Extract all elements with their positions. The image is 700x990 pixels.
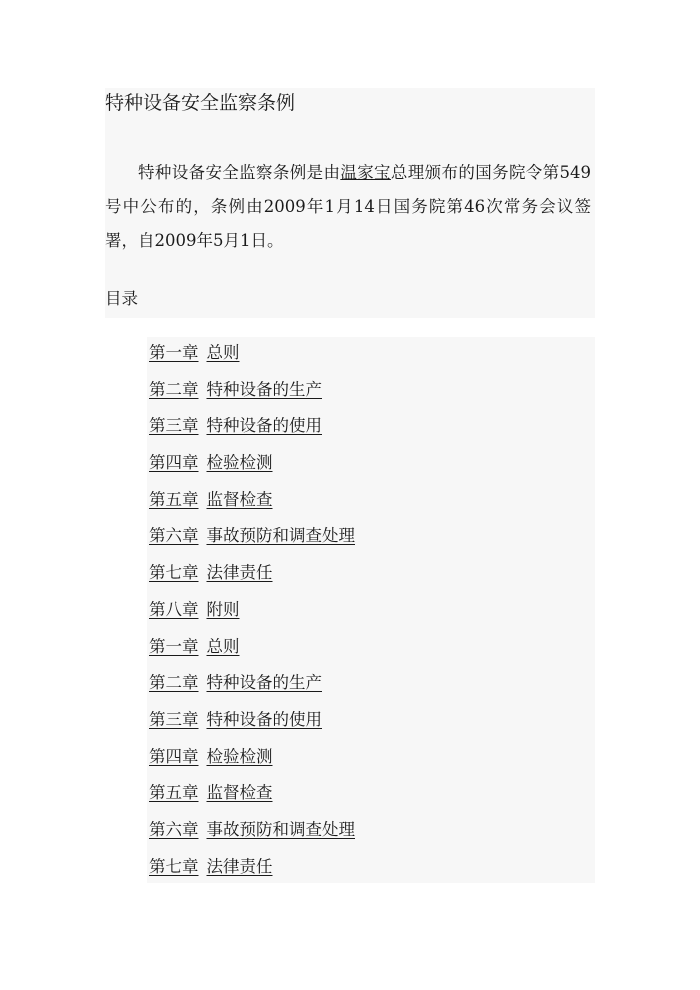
toc-link[interactable] — [149, 747, 273, 766]
chapter-number: 第三章 — [149, 709, 199, 729]
chapter-title: 检验检测 — [206, 746, 273, 766]
toc-link[interactable] — [149, 563, 273, 582]
toc-link[interactable] — [149, 380, 322, 399]
chapter-title: 附则 — [206, 599, 240, 619]
chapter-title: 特种设备的生产 — [206, 379, 322, 399]
toc-link[interactable] — [149, 343, 240, 362]
toc-item — [149, 377, 355, 414]
toc-link[interactable] — [149, 820, 355, 839]
person-link[interactable]: 温家宝 — [340, 163, 391, 182]
chapter-number: 第五章 — [149, 489, 199, 509]
intro-text-before: 特种设备安全监察条例是由 — [138, 163, 341, 182]
chapter-title: 事故预防和调查处理 — [206, 526, 355, 546]
toc-link[interactable] — [149, 416, 322, 435]
chapter-number: 第八章 — [149, 599, 199, 619]
chapter-number: 第七章 — [149, 563, 199, 583]
toc-link[interactable] — [149, 600, 240, 619]
chapter-title: 总则 — [206, 636, 240, 656]
table-of-contents — [149, 340, 355, 890]
chapter-number: 第四章 — [149, 453, 199, 473]
chapter-number: 第一章 — [149, 343, 199, 362]
intro-paragraph — [105, 156, 591, 258]
toc-link[interactable] — [149, 453, 273, 472]
toc-item — [149, 340, 355, 377]
toc-link[interactable] — [149, 857, 273, 876]
chapter-title: 检验检测 — [206, 453, 273, 473]
toc-link[interactable] — [149, 526, 355, 545]
toc-item — [149, 670, 355, 707]
toc-item — [149, 817, 355, 854]
toc-item — [149, 523, 355, 560]
toc-link[interactable] — [149, 783, 273, 802]
chapter-title: 特种设备的使用 — [206, 709, 322, 729]
toc-link[interactable] — [149, 710, 322, 729]
chapter-number: 第六章 — [149, 526, 199, 546]
chapter-title: 法律责任 — [206, 856, 273, 876]
toc-item — [149, 744, 355, 781]
chapter-number: 第一章 — [149, 636, 199, 656]
chapter-title: 监督检查 — [206, 489, 273, 509]
toc-item — [149, 413, 355, 450]
intro-text-after: 总理颁布的国务院令第549号中公布的，条例由2009年1月14日国务院第46次常务会议签署，自2009年5月1日。 — [105, 163, 592, 250]
chapter-title: 监督检查 — [206, 783, 273, 803]
chapter-title: 总则 — [206, 343, 240, 362]
toc-heading: 目录 — [105, 289, 138, 308]
toc-item — [149, 487, 355, 524]
toc-item — [149, 634, 355, 671]
chapter-number: 第二章 — [149, 673, 199, 693]
chapter-number: 第五章 — [149, 783, 199, 803]
toc-item — [149, 560, 355, 597]
chapter-title: 特种设备的使用 — [206, 416, 322, 436]
toc-item — [149, 450, 355, 487]
chapter-title: 法律责任 — [206, 563, 273, 583]
chapter-number: 第三章 — [149, 416, 199, 436]
chapter-number: 第七章 — [149, 856, 199, 876]
toc-link[interactable] — [149, 637, 240, 656]
chapter-title: 特种设备的生产 — [206, 673, 322, 693]
toc-item — [149, 597, 355, 634]
document-title: 特种设备安全监察条例 — [105, 92, 296, 114]
toc-item — [149, 707, 355, 744]
chapter-title: 事故预防和调查处理 — [206, 819, 355, 839]
toc-item — [149, 780, 355, 817]
chapter-number: 第二章 — [149, 379, 199, 399]
toc-link[interactable] — [149, 673, 322, 692]
toc-link[interactable] — [149, 490, 273, 509]
chapter-number: 第六章 — [149, 819, 199, 839]
toc-item — [149, 854, 355, 891]
chapter-number: 第四章 — [149, 746, 199, 766]
